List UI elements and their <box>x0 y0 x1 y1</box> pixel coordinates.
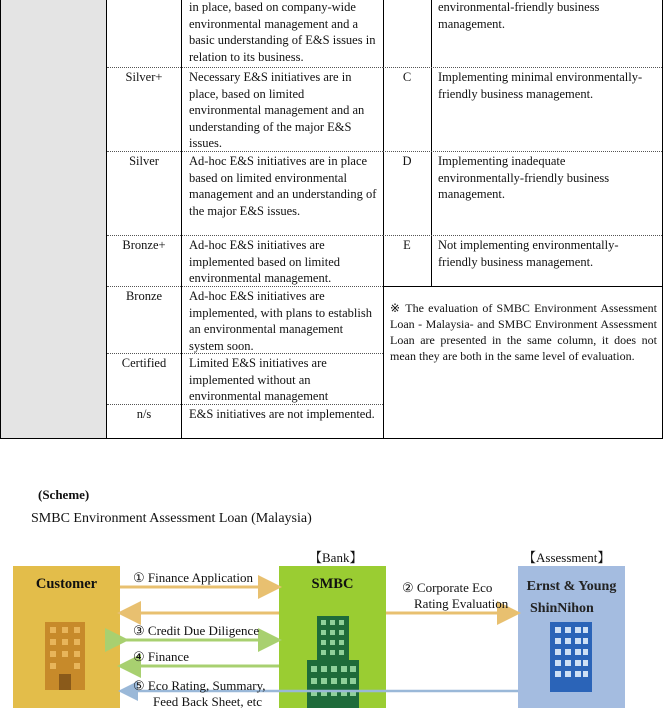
grade-description: Implementing minimal environmentally-friendly business management. <box>438 70 643 101</box>
assessment-tag: 【Assessment】 <box>523 550 611 565</box>
row-separator <box>383 286 662 287</box>
step3-label: ③ Credit Due Diligence <box>133 623 260 638</box>
customer-label: Customer <box>35 576 98 592</box>
step2-label-1: ② Corporate Eco <box>402 580 493 595</box>
table-divider <box>181 0 182 439</box>
step2-label-2: Rating Evaluation <box>414 596 509 611</box>
rating-description: Ad-hoc E&S initiatives are implemented based on limited environmental management. <box>189 238 341 286</box>
grade-description: Implementing inadequate environmentally-friendly business management. <box>438 154 610 202</box>
step4-label: ④ Finance <box>133 649 190 664</box>
bank-label: SMBC <box>311 576 354 592</box>
rating-label: Certified <box>121 356 167 370</box>
scheme-arrows <box>0 560 663 708</box>
rating-label: Bronze <box>125 289 163 303</box>
rating-description: Necessary E&S initiatives are in place, based on limited environmental management and an understanding of the major E&S issues. <box>189 70 365 151</box>
rating-description: in place, based on company-wide environmental management and a basic understanding of E&S issues in relation to its business. <box>189 0 376 64</box>
rating-label: Silver+ <box>125 70 163 84</box>
rating-description: Ad-hoc E&S initiatives are in place based on limited environmental management and an understanding of the major E&S issues. <box>189 154 377 218</box>
table-divider <box>383 0 384 439</box>
row-separator <box>107 235 383 236</box>
step1-label: ① Finance Application <box>133 570 253 585</box>
table-divider <box>431 0 432 286</box>
row-separator <box>107 67 383 68</box>
grade-description: Not implementing environmentally-friendly business management. <box>438 238 619 269</box>
rating-description: Limited E&S initiatives are implemented without an environmental management <box>189 356 329 404</box>
assessor-label-2: ShinNihon <box>530 601 594 616</box>
bank-tag: 【Bank】 <box>309 550 363 565</box>
step5-label-1: ⑤ Eco Rating, Summary, <box>133 678 266 693</box>
rating-description: Ad-hoc E&S initiatives are implemented, with plans to establish an environmental management system soon. <box>189 289 372 353</box>
step5-label-2: Feed Back Sheet, etc <box>153 694 263 709</box>
row-separator <box>383 67 662 68</box>
assessor-label-1: Ernst & Young <box>526 579 617 594</box>
grade-label: E <box>403 238 411 252</box>
row-separator <box>383 151 662 152</box>
grade-label: C <box>402 70 412 84</box>
row-separator <box>383 235 662 236</box>
table-left-shaded-column <box>0 0 107 439</box>
grade-description: environmental-friendly business management. <box>438 0 600 31</box>
rating-description: E&S initiatives are not implemented. <box>189 407 375 421</box>
rating-label: Bronze+ <box>122 238 166 252</box>
table-note: ※ The evaluation of SMBC Environment Assessment Loan - Malaysia- and SMBC Environment Assessment Loan are presented in the same column, it does not mean they are both in the same level of evaluation. <box>390 301 657 363</box>
table-bottom-border <box>0 438 663 439</box>
scheme-title: SMBC Environment Assessment Loan (Malaysia) <box>31 511 312 526</box>
rating-label: n/s <box>136 407 152 421</box>
rating-label: Silver <box>129 154 159 168</box>
grade-label: D <box>402 154 412 168</box>
scheme-heading: (Scheme) <box>38 487 90 502</box>
